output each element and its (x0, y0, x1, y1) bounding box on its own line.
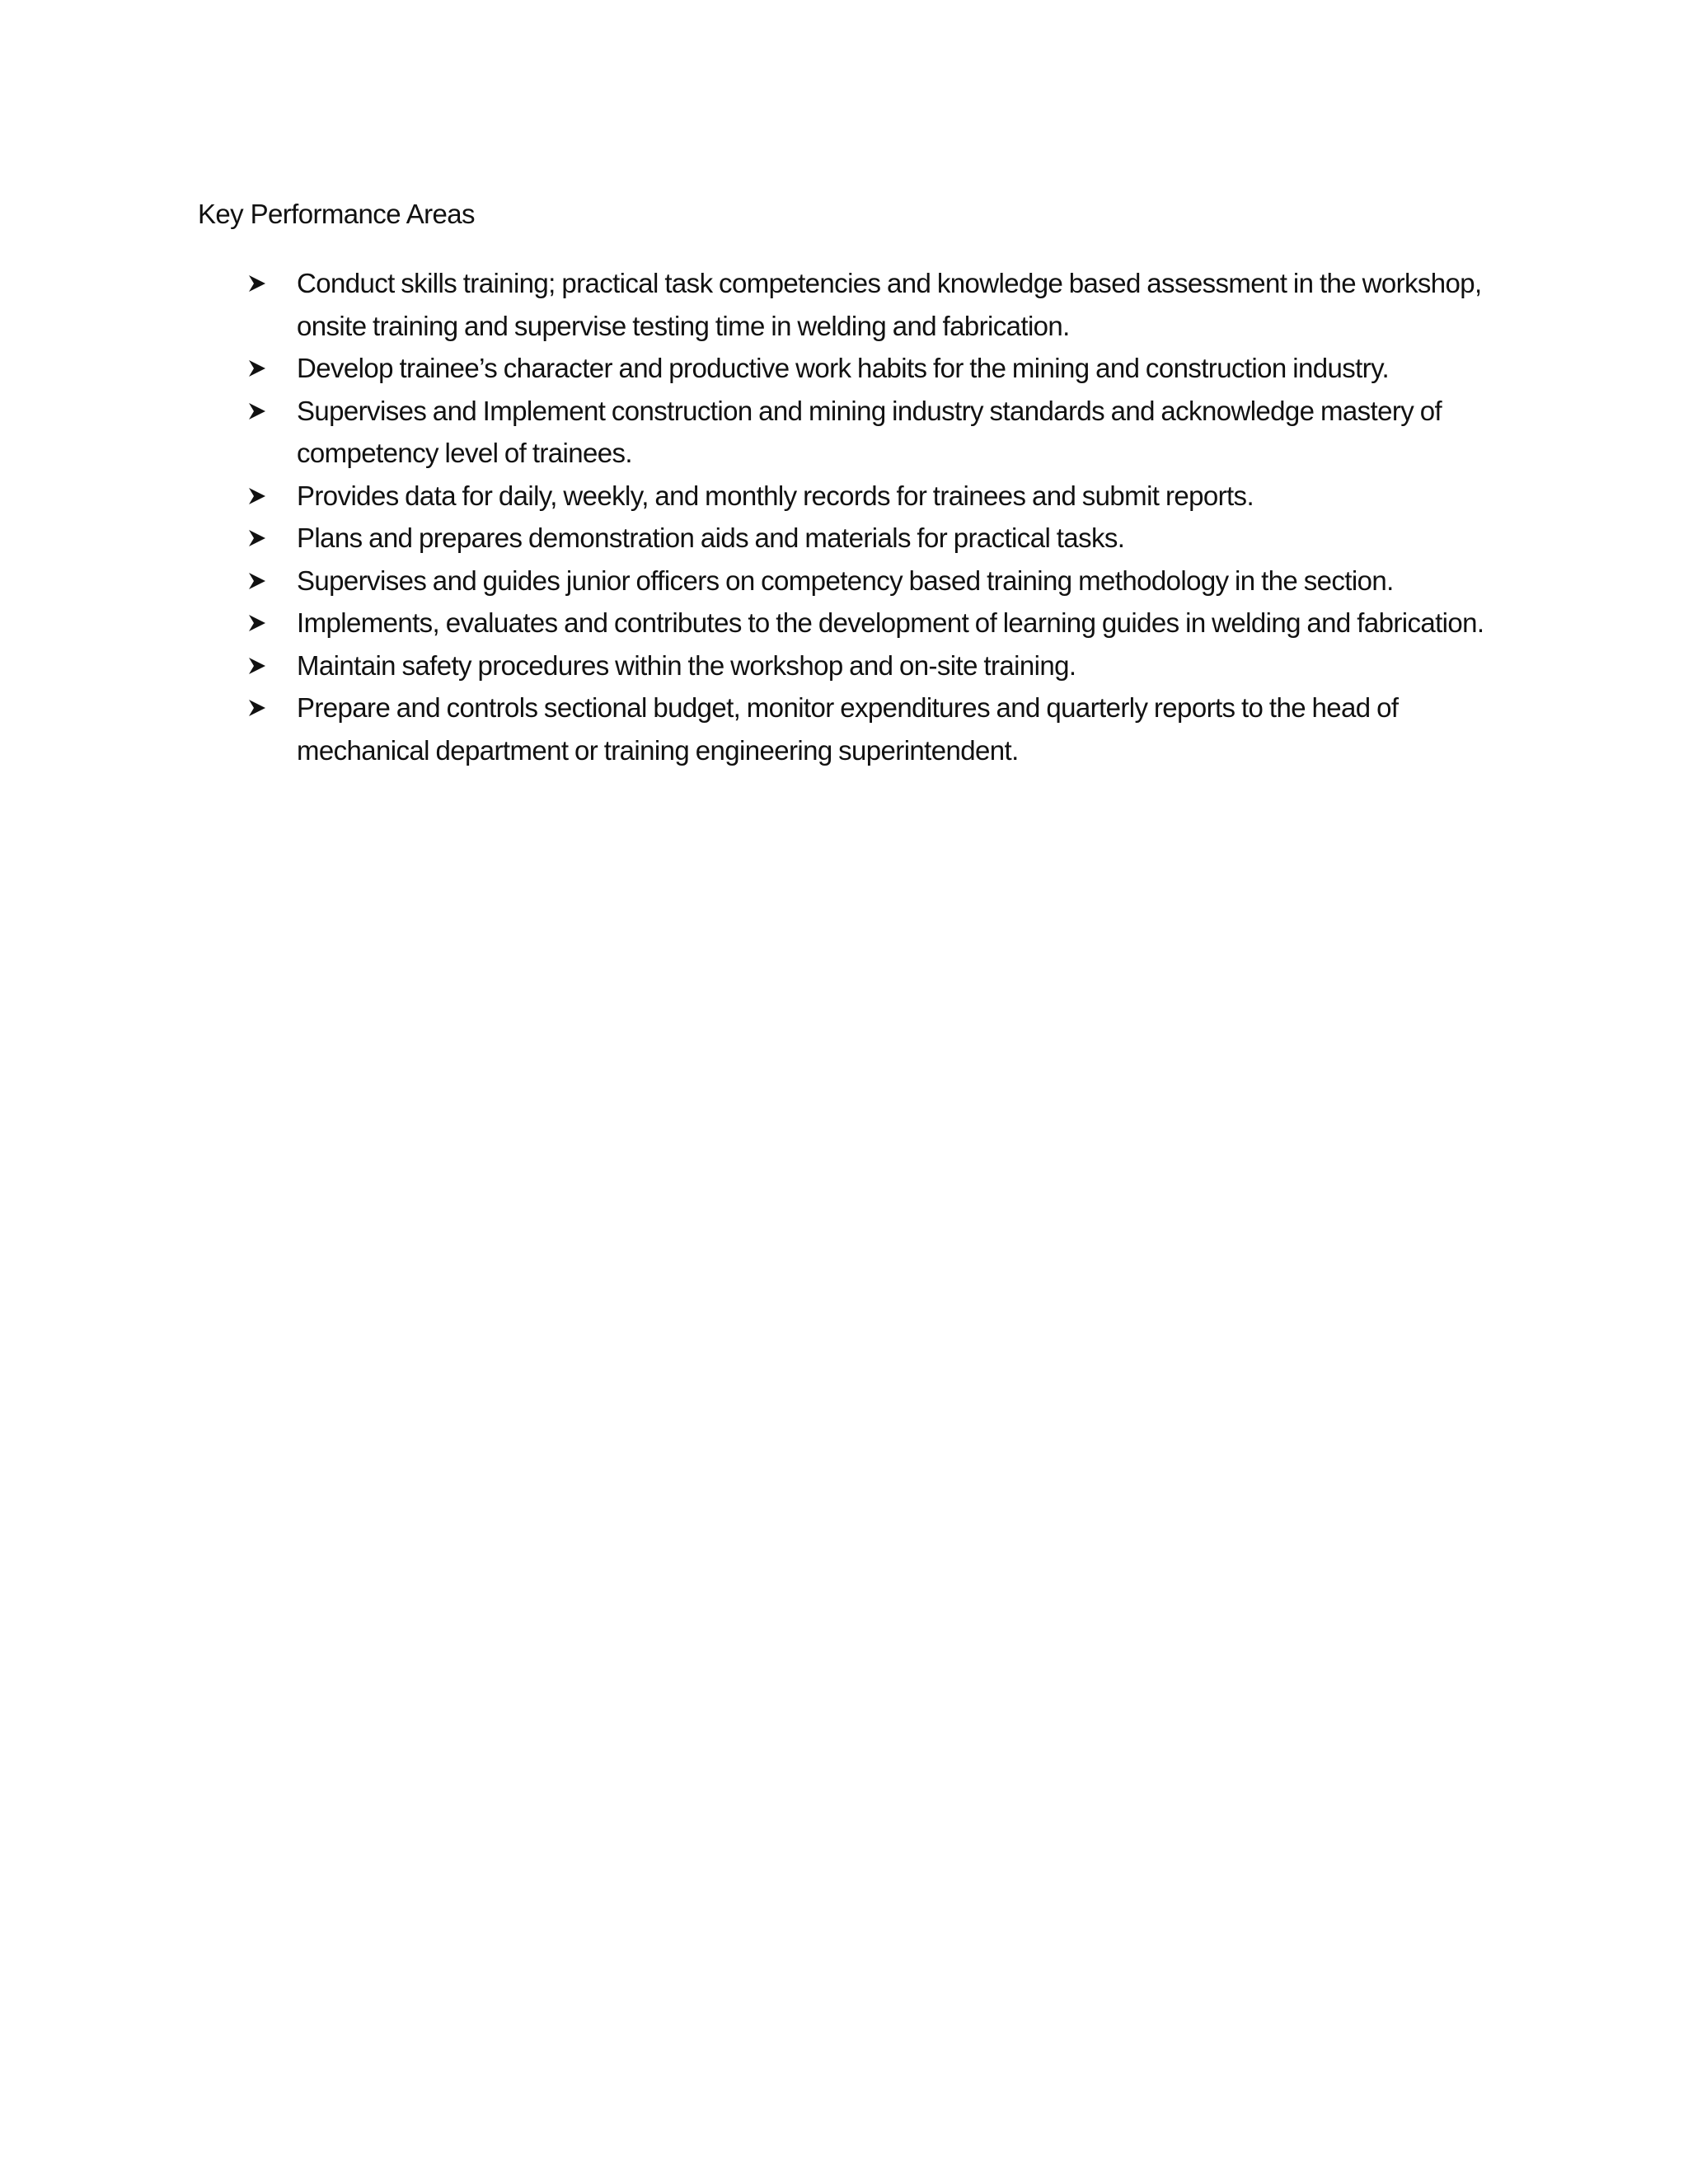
arrow-bullet-icon (247, 571, 267, 591)
arrow-bullet-icon (247, 656, 267, 676)
list-item-text: Conduct skills training; practical task competencies and knowledge based assessment in the workshop, onsite training and supervise testing time in welding and fabrication. (297, 268, 1482, 341)
list-item-text: Plans and prepares demonstration aids and materials for practical tasks. (297, 523, 1125, 553)
list-item (247, 390, 1500, 475)
list-item-text: Prepare and controls sectional budget, monitor expenditures and quarterly reports to the head of mechanical department or training engineering superintendent. (297, 692, 1399, 766)
list-item (247, 560, 1500, 602)
list-item (247, 262, 1500, 347)
arrow-bullet-icon (247, 698, 267, 718)
arrow-bullet-icon (247, 613, 267, 633)
list-item (247, 602, 1500, 644)
list-item-text: Develop trainee’s character and productive work habits for the mining and construction industry. (297, 353, 1390, 383)
list-item-text: Maintain safety procedures within the workshop and on-site training. (297, 649, 1076, 681)
list-item-text: Supervises and guides junior officers on competency based training methodology in the section. (297, 565, 1394, 596)
arrow-bullet-icon (247, 528, 267, 548)
list-item-text: Implements, evaluates and contributes to the development of learning guides in welding and fabrication. (297, 607, 1484, 638)
page-title: Key Performance Areas (198, 199, 475, 229)
arrow-bullet-icon (247, 401, 267, 421)
list-item (247, 517, 1500, 560)
list-item (247, 475, 1500, 518)
arrow-bullet-icon (247, 486, 267, 506)
list-item (247, 644, 1500, 687)
list-item-text: Supervises and Implement construction and mining industry standards and acknowledge mastery of competency level of trainees. (297, 395, 1442, 468)
arrow-bullet-icon (247, 274, 267, 293)
list-item-text: Provides data for daily, weekly, and monthly records for trainees and submit reports. (297, 480, 1254, 511)
list-item (247, 347, 1500, 390)
key-performance-areas-list (247, 262, 1500, 771)
arrow-bullet-icon (247, 359, 267, 378)
list-item (247, 687, 1500, 771)
